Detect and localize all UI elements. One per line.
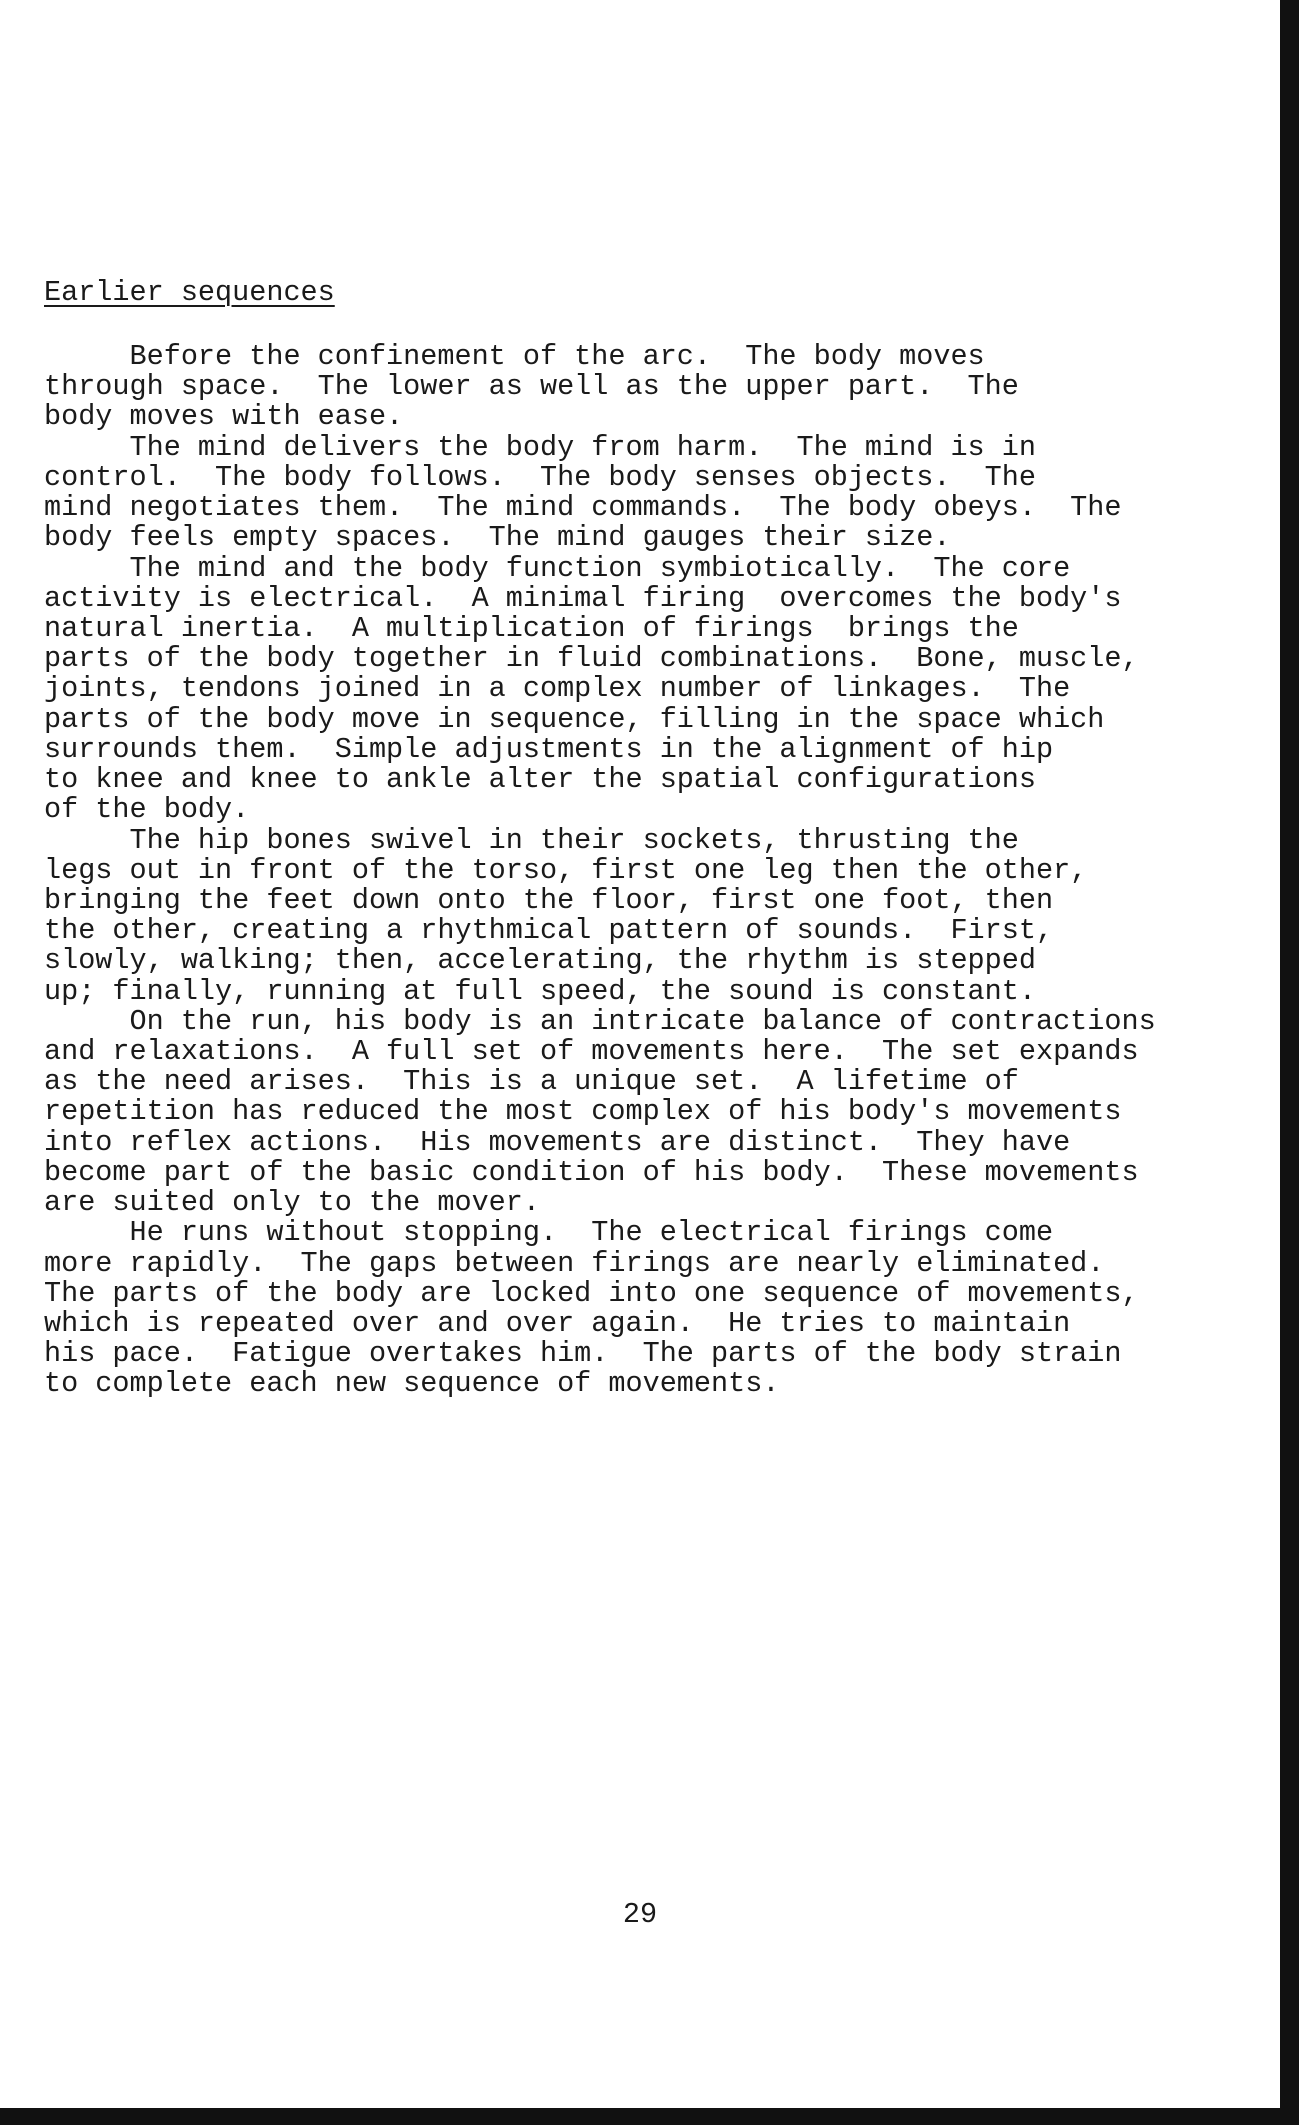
text-line: The parts of the body are locked into one sequence of movements, — [44, 1276, 1139, 1310]
text-line: to complete each new sequence of movements. — [44, 1367, 780, 1401]
text-line: control. The body follows. The body senses objects. The — [44, 460, 1036, 494]
text-line: become part of the basic condition of his body. These movements — [44, 1155, 1139, 1189]
text-line: Before the confinement of the arc. The body moves — [44, 340, 985, 373]
text-line: The hip bones swivel in their sockets, thrusting the — [44, 823, 1019, 857]
text-line: to knee and knee to ankle alter the spatial configurations — [44, 763, 1036, 797]
text-line: bringing the feet down onto the floor, first one foot, then — [44, 883, 1054, 917]
text-line: surrounds them. Simple adjustments in the alignment of hip — [44, 732, 1054, 766]
text-line: slowly, walking; then, accelerating, the rhythm is stepped — [44, 944, 1036, 978]
text-line: joints, tendons joined in a complex number of linkages. The — [44, 672, 1071, 706]
text-line: are suited only to the mover. — [44, 1186, 540, 1220]
text-line: On the run, his body is an intricate balance of contractions — [44, 1004, 1156, 1038]
scan-border-bottom — [0, 2108, 1299, 2125]
text-line: parts of the body move in sequence, filling in the space which — [44, 702, 1105, 736]
text-line: The mind and the body function symbiotically. The core — [44, 551, 1071, 585]
scan-border-right — [1280, 0, 1299, 2125]
text-line: more rapidly. The gaps between firings are nearly eliminated. — [44, 1246, 1105, 1280]
text-line: of the body. — [44, 793, 250, 827]
section-heading: Earlier sequences — [44, 276, 335, 309]
text-line: parts of the body together in fluid combinations. Bone, muscle, — [44, 642, 1139, 676]
text-line: mind negotiates them. The mind commands. The body obeys. The — [44, 491, 1122, 525]
text-line: through space. The lower as well as the upper part. The — [44, 370, 1019, 404]
text-line: into reflex actions. His movements are distinct. They have — [44, 1125, 1071, 1159]
text-line: natural inertia. A multiplication of firings brings the — [44, 611, 1019, 645]
page-number: 29 — [622, 1898, 658, 1931]
text-line: The mind delivers the body from harm. The mind is in — [44, 430, 1036, 464]
text-line: activity is electrical. A minimal firing overcomes the body's — [44, 581, 1122, 615]
text-line: legs out in front of the torso, first one leg then the other, — [44, 853, 1088, 887]
text-line: the other, creating a rhythmical pattern of sounds. First, — [44, 914, 1054, 948]
body-text — [44, 342, 1274, 1400]
text-line: up; finally, running at full speed, the sound is constant. — [44, 974, 1036, 1008]
text-line: as the need arises. This is a unique set. A lifetime of — [44, 1065, 1019, 1099]
text-line: which is repeated over and over again. He tries to maintain — [44, 1307, 1071, 1340]
text-line: body feels empty spaces. The mind gauges their size. — [44, 521, 951, 555]
text-line: body moves with ease. — [44, 400, 404, 434]
text-line: and relaxations. A full set of movements here. The set expands — [44, 1035, 1139, 1069]
text-line: his pace. Fatigue overtakes him. The parts of the body strain — [44, 1337, 1122, 1371]
text-line: repetition has reduced the most complex of his body's movements — [44, 1095, 1122, 1129]
text-line: He runs without stopping. The electrical firings come — [44, 1216, 1054, 1250]
